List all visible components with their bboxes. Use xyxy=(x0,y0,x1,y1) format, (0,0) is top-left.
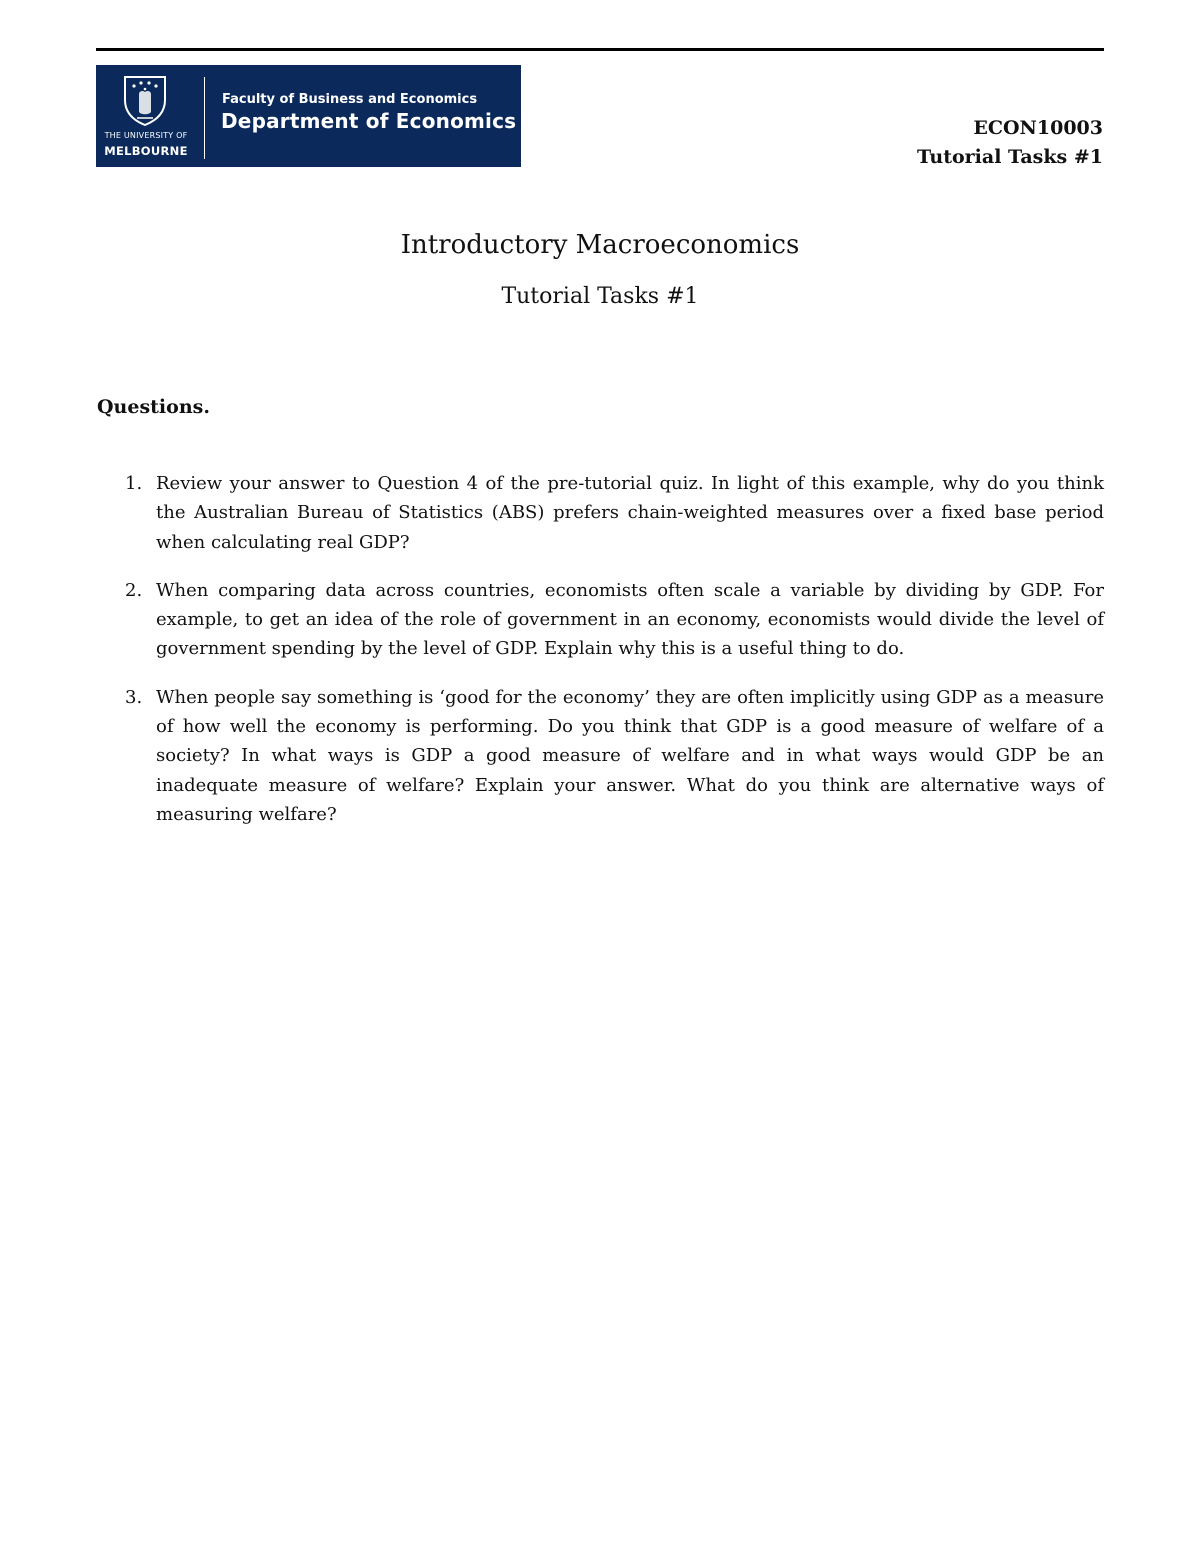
university-crest-icon xyxy=(120,74,170,126)
question-text: When comparing data across countries, economists often scale a variable by dividing by GDP. For example, to get an idea of the role of government in an economy, economists would divide the level of government spending by the level of GDP. Explain why this is a useful thing to do. xyxy=(156,579,1104,660)
document-subtitle: Tutorial Tasks #1 xyxy=(501,284,699,309)
question-item xyxy=(97,469,1104,557)
section-heading: Questions. xyxy=(97,396,210,418)
question-item xyxy=(97,576,1104,664)
question-number: 3. xyxy=(125,686,143,708)
top-rule xyxy=(96,48,1104,51)
questions-list xyxy=(97,469,1104,848)
course-code: ECON10003 xyxy=(973,117,1103,139)
question-number: 1. xyxy=(125,473,143,494)
course-subtitle: Tutorial Tasks #1 xyxy=(917,146,1103,168)
logo-university-name: MELBOURNE xyxy=(104,144,188,158)
logo-divider xyxy=(204,77,205,159)
document-title: Introductory Macroeconomics xyxy=(400,230,800,260)
logo-faculty-name: Faculty of Business and Economics xyxy=(222,92,478,107)
logo-university-small-text: THE UNIVERSITY OF xyxy=(104,131,188,140)
logo-department-name: Department of Economics xyxy=(221,109,517,133)
question-number: 2. xyxy=(125,579,143,601)
question-text: Review your answer to Question 4 of the pre-tutorial quiz. In light of this example, why do you think the Australian Bureau of Statistics (ABS) prefers chain-weighted measures over a fixed base period when calculating real GDP? xyxy=(156,473,1104,553)
question-item xyxy=(97,683,1104,829)
university-logo xyxy=(96,65,521,167)
question-text: When people say something is ‘good for the economy’ they are often implicitly using GDP as a measure of how well the economy is performing. Do you think that GDP is a good measure of welfare of a society? In what ways is GDP a good measure of welfare and in what ways would GDP be an inadequate measure of welfare? Explain your answer. What do you think are alternative ways of measuring welfare? xyxy=(156,686,1104,825)
